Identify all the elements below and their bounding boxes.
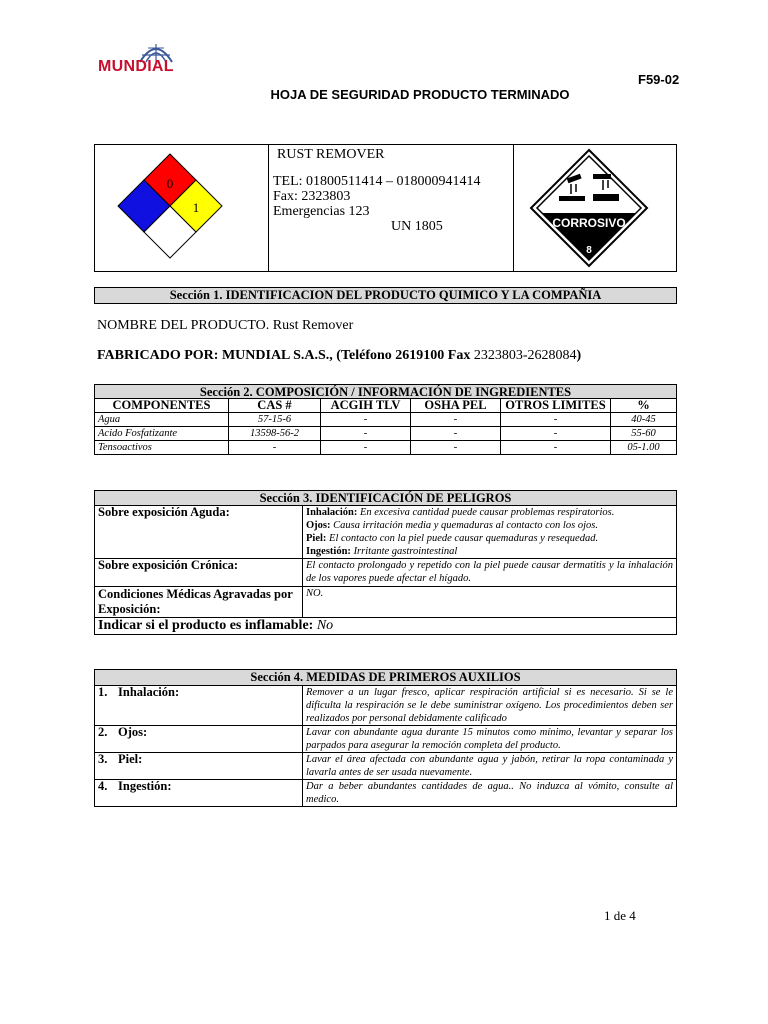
- nfpa-diamond-icon: [117, 153, 223, 259]
- cronica-label: Sobre exposición Crónica:: [95, 559, 303, 587]
- first-aid-label: [95, 753, 303, 780]
- cell: 05-1.00: [611, 441, 677, 455]
- company-logo: [98, 42, 178, 82]
- cell: 40-45: [611, 413, 677, 427]
- table-row: [95, 587, 677, 618]
- first-aid-table: [94, 669, 677, 807]
- document-code: F59-02: [638, 72, 680, 87]
- item-number: 2.: [98, 725, 108, 739]
- cell: -: [501, 427, 611, 441]
- condiciones-label: Condiciones Médicas Agravadas por Exposición:: [95, 587, 303, 618]
- description: En excesiva cantidad puede causar problemas respiratorios.: [357, 507, 615, 518]
- first-aid-label: [95, 726, 303, 753]
- cell: -: [411, 427, 501, 441]
- inflamable-label: Indicar si el producto es inflamable:: [98, 618, 314, 633]
- cronica-value: El contacto prolongado y repetido con la piel puede causar dermatitis y la inhalación de los vapores puede afectar el hígado.: [303, 559, 677, 587]
- first-aid-label: [95, 686, 303, 726]
- cell: Tensoactivos: [95, 441, 229, 455]
- term: Ojos:: [306, 520, 331, 531]
- section-3-title: Sección 3. IDENTIFICACIÓN DE PELIGROS: [95, 491, 677, 506]
- section-4-title: Sección 4. MEDIDAS DE PRIMEROS AUXILIOS: [95, 670, 677, 686]
- manufacturer-fax: 2323803-2628084: [473, 348, 577, 363]
- cell: Acido Fosfatizante: [95, 427, 229, 441]
- cell: 55-60: [611, 427, 677, 441]
- section-1-title: Sección 1. IDENTIFICACION DEL PRODUCTO QUIMICO Y LA COMPAÑIA: [94, 287, 677, 304]
- fax: Fax: 2323803: [273, 189, 351, 204]
- table-row: [95, 413, 677, 427]
- hazard-label-text: CORROSIVO: [552, 216, 626, 230]
- document-title: HOJA DE SEGURIDAD PRODUCTO TERMINADO: [270, 87, 570, 102]
- first-aid-text: Lavar el área afectada con abundante agua y jabón, retirar la ropa contaminada y lavarla antes de ser usada nuevamente.: [303, 753, 677, 780]
- cell: -: [321, 427, 411, 441]
- hazards-table: [94, 490, 677, 635]
- first-aid-text: Remover a un lugar fresco, aplicar respiración artificial si es necesario. Si se le dificulta la respiración se le debe suministrar oxígeno. Los procedimientos deben ser realizados por personal debidamente calificado: [303, 686, 677, 726]
- manufacturer-label: FABRICADO POR: MUNDIAL S.A.S., (Teléfono 2619100 Fax: [97, 348, 471, 363]
- emergency-number: Emergencias 123: [273, 204, 370, 219]
- cell: 57-15-6: [229, 413, 321, 427]
- cell: -: [411, 441, 501, 455]
- cell: -: [229, 441, 321, 455]
- first-aid-text: Dar a beber abundantes cantidades de agua.. No induzca al vómito, consulte al medico.: [303, 780, 677, 807]
- cell: -: [501, 413, 611, 427]
- cell: 13598-56-2: [229, 427, 321, 441]
- table-row: [95, 753, 677, 780]
- cell: -: [321, 441, 411, 455]
- item-number: 4.: [98, 779, 108, 793]
- aguda-values: [303, 506, 677, 559]
- col-header: OSHA PEL: [411, 399, 501, 413]
- nfpa-health: 3: [140, 200, 148, 215]
- cell: Agua: [95, 413, 229, 427]
- un-number: UN 1805: [391, 219, 443, 234]
- table-row: [95, 618, 677, 635]
- table-row: [95, 441, 677, 455]
- inflamable-value: No: [313, 618, 334, 633]
- item-number: 1.: [98, 685, 108, 699]
- table-row: [95, 726, 677, 753]
- nfpa-reactivity: 1: [192, 200, 200, 215]
- table-row: [95, 559, 677, 587]
- table-row: [95, 686, 677, 726]
- col-header: %: [611, 399, 677, 413]
- nfpa-flammability: 0: [166, 176, 174, 191]
- table-row: [95, 780, 677, 807]
- col-header: CAS #: [229, 399, 321, 413]
- item-label: Ojos:: [118, 725, 148, 739]
- col-header: ACGIH TLV: [321, 399, 411, 413]
- table-row: [95, 427, 677, 441]
- item-label: Piel:: [118, 752, 143, 766]
- product-name-line: NOMBRE DEL PRODUCTO. Rust Remover: [97, 318, 354, 333]
- section-2-title: Sección 2. COMPOSICIÓN / INFORMACIÓN DE INGREDIENTES: [95, 385, 677, 399]
- table-row: [95, 506, 677, 559]
- inflamable-row: [95, 618, 677, 635]
- aguda-label: Sobre exposición Aguda:: [95, 506, 303, 559]
- cell: -: [411, 413, 501, 427]
- divider: [268, 145, 269, 271]
- term: Piel:: [306, 533, 327, 544]
- first-aid-label: [95, 780, 303, 807]
- divider: [513, 145, 514, 271]
- item-label: Inhalación:: [118, 685, 180, 699]
- corrosive-hazard-icon: [529, 148, 649, 268]
- item-label: Ingestión:: [118, 779, 172, 793]
- logo-text: MUNDIAL: [98, 58, 174, 75]
- item-number: 3.: [98, 752, 108, 766]
- term: Inhalación:: [306, 507, 358, 518]
- product-name: RUST REMOVER: [277, 147, 385, 162]
- description: Irritante gastrointestinal: [350, 546, 458, 557]
- composition-table: [94, 384, 677, 455]
- page-number: 1 de 4: [604, 908, 636, 923]
- telephone: TEL: 01800511414 – 018000941414: [273, 174, 481, 189]
- col-header: COMPONENTES: [95, 399, 229, 413]
- hazard-class-number: 8: [586, 245, 592, 256]
- product-contact-info: [273, 147, 481, 234]
- manufacturer-line: [97, 348, 581, 364]
- description: Causa irritación media y quemaduras al contacto con los ojos.: [330, 520, 598, 531]
- cell: -: [501, 441, 611, 455]
- description: El contacto con la piel puede causar quemaduras y resequedad.: [326, 533, 599, 544]
- product-header-box: [94, 144, 677, 272]
- manufacturer-end: ): [576, 348, 582, 363]
- condiciones-value: NO.: [303, 587, 677, 618]
- first-aid-text: Lavar con abundante agua durante 15 minutos como mínimo, levantar y separar los parpados para asegurar la remoción completa del producto.: [303, 726, 677, 753]
- cell: -: [321, 413, 411, 427]
- col-header: OTROS LIMITES: [501, 399, 611, 413]
- term: Ingestión:: [306, 546, 351, 557]
